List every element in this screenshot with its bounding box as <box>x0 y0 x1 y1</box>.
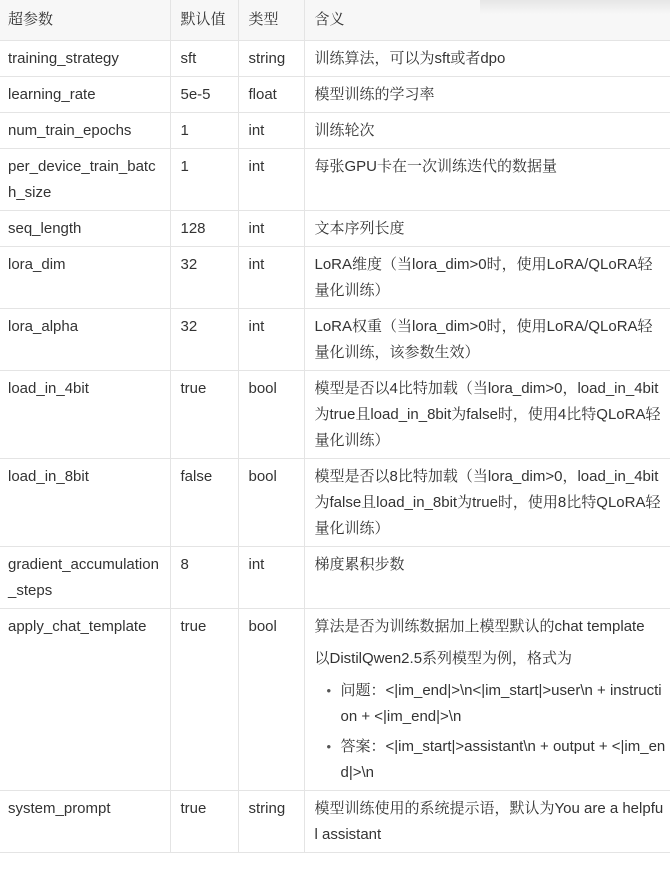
cell-type: int <box>238 309 304 371</box>
desc-bullet-item: • 答案：<|im_start|>assistant\n + output + <|im_end|>\n <box>341 734 667 786</box>
cell-default: true <box>170 609 238 791</box>
cell-default: true <box>170 371 238 459</box>
cell-desc <box>304 371 670 459</box>
cell-default: 5e-5 <box>170 77 238 113</box>
cell-param: apply_chat_template <box>0 609 170 791</box>
cell-param: seq_length <box>0 211 170 247</box>
table-row <box>0 113 670 149</box>
table-row <box>0 309 670 371</box>
cell-param: training_strategy <box>0 41 170 77</box>
cell-param: num_train_epochs <box>0 113 170 149</box>
header-type: 类型 <box>238 0 304 41</box>
cell-default: 8 <box>170 547 238 609</box>
cell-default: 1 <box>170 113 238 149</box>
cell-type: int <box>238 547 304 609</box>
table-row <box>0 41 670 77</box>
cell-param: gradient_accumulation_steps <box>0 547 170 609</box>
desc-paragraph: 模型训练使用的系统提示语，默认为You are a helpful assistant <box>314 800 664 843</box>
desc-paragraph: 以DistilQwen2.5系列模型为例，格式为 <box>314 650 573 667</box>
desc-paragraph: 模型是否以4比特加载（当lora_dim>0，load_in_4bit为true且load_in_8bit为false时，使用4比特QLoRA轻量化训练） <box>314 380 661 449</box>
cell-type: bool <box>238 371 304 459</box>
cell-default: true <box>170 791 238 853</box>
cell-desc <box>304 211 670 247</box>
cell-default: false <box>170 459 238 547</box>
cell-desc <box>304 77 670 113</box>
desc-paragraph: 模型训练的学习率 <box>314 86 435 103</box>
table-row <box>0 247 670 309</box>
cell-desc <box>304 149 670 211</box>
cell-default: 32 <box>170 309 238 371</box>
cell-type: int <box>238 247 304 309</box>
desc-paragraph: LoRA维度（当lora_dim>0时，使用LoRA/QLoRA轻量化训练） <box>314 256 653 299</box>
cell-desc <box>304 459 670 547</box>
cell-type: int <box>238 211 304 247</box>
table-header-row <box>0 0 670 41</box>
cell-param: lora_dim <box>0 247 170 309</box>
cell-param: load_in_8bit <box>0 459 170 547</box>
desc-paragraph: 每张GPU卡在一次训练迭代的数据量 <box>314 158 558 175</box>
table-row <box>0 459 670 547</box>
desc-paragraph: 梯度累积步数 <box>314 556 405 573</box>
header-default: 默认值 <box>170 0 238 41</box>
desc-paragraph: 训练算法，可以为sft或者dpo <box>314 50 506 67</box>
table-row <box>0 547 670 609</box>
cell-param: system_prompt <box>0 791 170 853</box>
cell-type: int <box>238 113 304 149</box>
cell-type: int <box>238 149 304 211</box>
header-param: 超参数 <box>0 0 170 41</box>
cell-desc <box>304 113 670 149</box>
cell-desc <box>304 791 670 853</box>
table-row <box>0 609 670 791</box>
cell-param: load_in_4bit <box>0 371 170 459</box>
cell-default: 1 <box>170 149 238 211</box>
cell-desc <box>304 41 670 77</box>
cell-type: string <box>238 41 304 77</box>
desc-paragraph: 训练轮次 <box>314 122 375 139</box>
desc-bullet-item: • 问题：<|im_end|>\n<|im_start|>user\n + instruction + <|im_end|>\n <box>341 678 667 730</box>
table-row <box>0 791 670 853</box>
cell-type: bool <box>238 459 304 547</box>
cell-type: string <box>238 791 304 853</box>
cell-param: lora_alpha <box>0 309 170 371</box>
table-row <box>0 77 670 113</box>
table-row <box>0 149 670 211</box>
cell-default: 32 <box>170 247 238 309</box>
cell-type: float <box>238 77 304 113</box>
cell-desc <box>304 247 670 309</box>
cell-desc <box>304 309 670 371</box>
cell-param: learning_rate <box>0 77 170 113</box>
table-row <box>0 211 670 247</box>
cell-default: 128 <box>170 211 238 247</box>
desc-bullet-list <box>315 678 667 786</box>
cell-param: per_device_train_batch_size <box>0 149 170 211</box>
desc-paragraph: LoRA权重（当lora_dim>0时，使用LoRA/QLoRA轻量化训练，该参数生效） <box>314 318 653 361</box>
cell-type: bool <box>238 609 304 791</box>
desc-paragraph: 模型是否以8比特加载（当lora_dim>0，load_in_4bit为false且load_in_8bit为true时，使用8比特QLoRA轻量化训练） <box>314 468 661 537</box>
cell-default: sft <box>170 41 238 77</box>
desc-paragraph: 算法是否为训练数据加上模型默认的chat template <box>314 618 645 635</box>
table-row <box>0 371 670 459</box>
desc-paragraph: 文本序列长度 <box>314 220 405 237</box>
cell-desc <box>304 547 670 609</box>
cell-desc <box>304 609 670 791</box>
header-desc: 含义 <box>304 0 670 41</box>
